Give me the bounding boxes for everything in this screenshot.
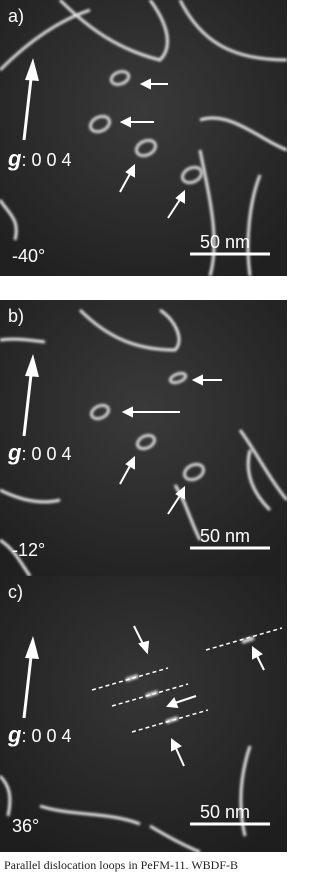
tilt-angle-a: -40° [12, 246, 46, 266]
scale-bar-label-c: 50 nm [200, 802, 251, 822]
tilt-angle-b: -12° [12, 540, 46, 560]
panel-label-b: b) [8, 306, 25, 326]
g-vector-label-c: g: 0 0 4 [8, 722, 72, 747]
panel-label-c: c) [8, 582, 23, 602]
scale-bar-label-a: 50 nm [200, 232, 251, 252]
micrograph-panel-b [0, 300, 287, 576]
g-vector-label-b: g: 0 0 4 [8, 440, 72, 465]
scale-bar-label-b: 50 nm [200, 526, 251, 546]
g-vector-label-a: g: 0 0 4 [8, 146, 72, 171]
panel-label-a: a) [8, 6, 25, 26]
figure-caption: Parallel dislocation loops in PeFM-11. WBDF-B [4, 858, 238, 872]
micrograph-panel-a [0, 0, 287, 276]
micrograph-panel-c [0, 576, 287, 852]
tilt-angle-c: 36° [12, 816, 40, 836]
